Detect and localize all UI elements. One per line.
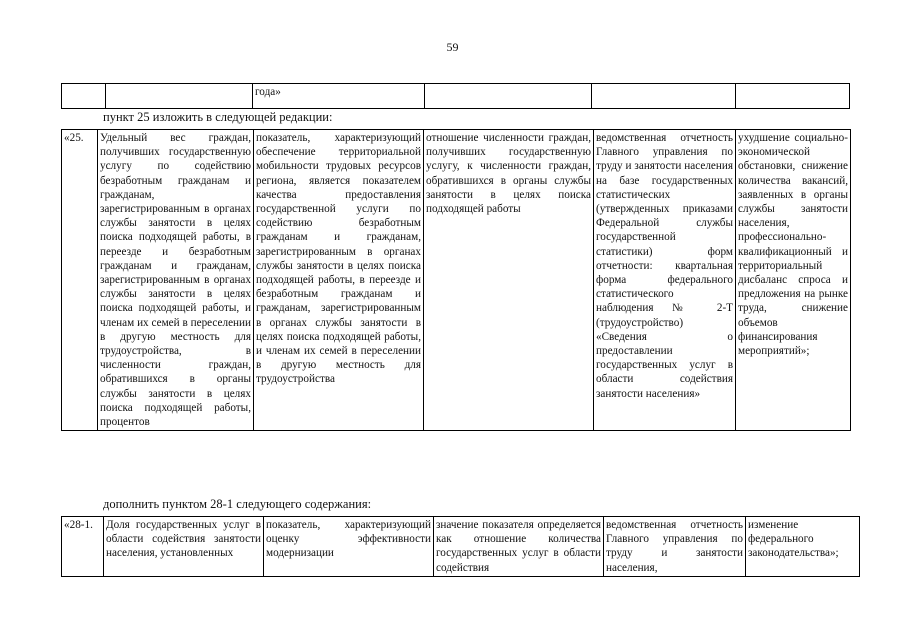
table-item-28-1 [61,516,860,577]
table-row [62,84,850,109]
data-source: ведомственная отчетность Главного управления по труду и занятости населения на базе государственных статистических (утвержденных приказами Федеральной службы государственной статистики) форм отчетности: квартальная форма федерального статистического наблюдения № 2-Т (трудоустройство) «Сведения о предоставлении государственных услуг в области содействия занятости населения» [594,130,736,431]
instruction-paragraph: пункт 25 изложить в следующей редакции: [103,110,333,124]
data-source: ведомственная отчетность Главного управления по труду и занятости населения, [604,517,746,577]
page-number: 59 [446,40,459,54]
calculation-method: отношение численности граждан, получивших государственную услугу, к численности граждан, обратившихся в органы службы занятости в целях поиска подходящей работы [424,130,594,431]
item-number: «25. [62,130,98,431]
table-top-fragment [61,83,850,109]
indicator-name: Удельный вес граждан, получивших государственную услугу по содействию безработным гражданам и гражданам, зарегистрированным в органах службы занятости в целях поиска подходящей работы, в переезде и безработным гражданам и гражданам, зарегистрированным в органах службы занятости в целях поиска подходящей работы, и членам их семей в переселении в другую местность для трудоустройства, в численности граждан, обратившихся в органы службы занятости в целях поиска подходящей работы, процентов [98,130,254,431]
risk-factors: ухудшение социально-экономической обстановки, снижение количества вакансий, заявленных в органы службы занятости населения, профессионально-квалификационный и территориальный дисбаланс спроса и предложения на рынке труда, снижение объемов финансирования мероприятий»; [736,130,851,431]
indicator-description: показатель, характеризующий обеспечение территориальной мобильности трудовых ресурсов региона, является показателем качества предоставления государственной услуги по содействию безработным гражданам и гражданам, зарегистрированным в органах службы занятости в целях поиска подходящей работы, в переезде и безработным гражданам и гражданам, зарегистрированным в органах службы занятости в целях поиска подходящей работы, и членам их семей в переселении в другую местность для трудоустройства [254,130,424,431]
instruction-paragraph: дополнить пунктом 28-1 следующего содержания: [103,497,372,511]
indicator-name: Доля государственных услуг в области содействия занятости населения, установленных [104,517,264,577]
table-item-25 [61,129,851,431]
calculation-method: значение показателя определяется как отношение количества государственных услуг в области содействия [434,517,604,577]
risk-factors: изменение федерального законодательства»; [746,517,860,577]
indicator-description: показатель, характеризующий оценку эффективности модернизации [264,517,434,577]
item-number: «28-1. [62,517,104,577]
table-row [62,517,860,577]
table-row [62,130,851,431]
table-cell: года» [253,84,425,109]
